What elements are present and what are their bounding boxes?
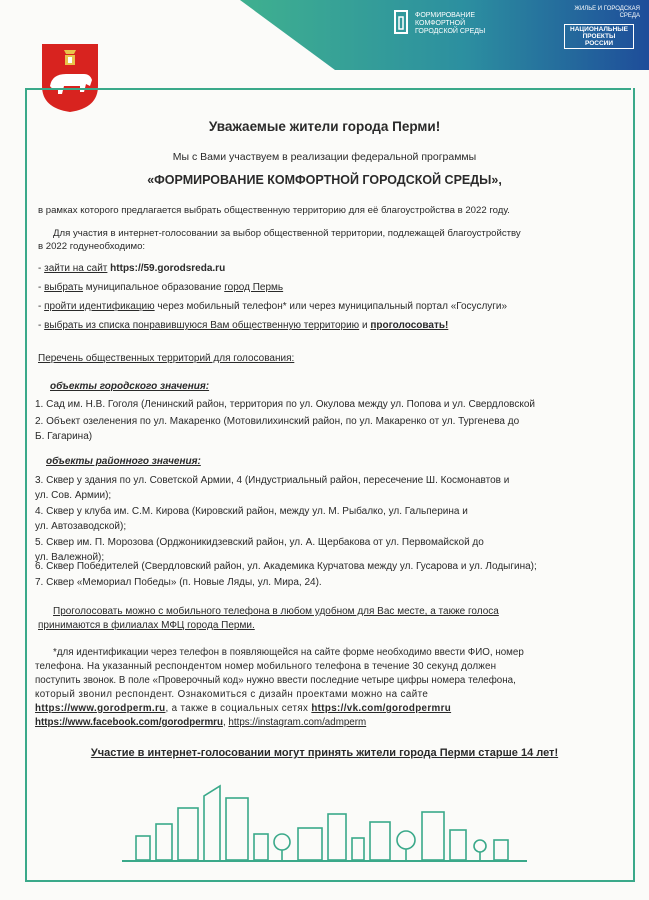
mfc-text-1: Проголосовать можно с мобильного телефона в любом удобном для Вас месте, а также голоса: [53, 606, 499, 617]
district-item: 7. Сквер «Мемориал Победы» (п. Новые Ляды, ул. Мира, 24).: [35, 577, 322, 588]
mfc-text-2: принимаются в филиалах МФЦ города Перми.: [38, 620, 255, 631]
step-label: пройти идентификацию: [44, 301, 155, 312]
links-separator: ,: [222, 717, 229, 728]
step-dash: -: [38, 301, 45, 312]
municipality-name: город Пермь: [224, 282, 284, 293]
note-line: *для идентификации через телефон в появляющейся на сайте форме необходимо ввести ФИО, номер: [53, 647, 524, 658]
links-line-2: [35, 717, 366, 729]
links-separator: , а также в социальных сетях: [165, 703, 312, 714]
city-item: Б. Гагарина): [35, 431, 93, 442]
scope-text: в рамках которого предлагается выбрать общественную территорию для её благоустройства в 2022 году.: [38, 205, 510, 216]
step-vote: [38, 320, 448, 332]
list-heading: Перечень общественных территорий для голосования:: [38, 353, 295, 364]
district-item: 5. Сквер им. П. Морозова (Орджоникидзевский район, ул. А. Щербакова от ул. Первомайской до: [35, 537, 484, 548]
logo-house-icon: [393, 8, 411, 36]
vk-link[interactable]: https://vk.com/gorodpermru: [311, 703, 452, 714]
step-choose-municipality: [38, 282, 283, 294]
step-label: выбрать: [44, 282, 84, 293]
district-item: ул. Валежной);: [35, 552, 105, 563]
district-objects-heading: объекты районного значения:: [46, 456, 201, 467]
page-title: Уважаемые жители города Перми!: [208, 119, 441, 134]
formirovanie-logo: [393, 8, 503, 44]
city-objects-heading: объекты городского значения:: [50, 381, 210, 392]
facebook-link[interactable]: https://www.facebook.com/gorodpermru: [35, 717, 223, 728]
city-item: 2. Объект озеленения по ул. Макаренко (Мотовилихинский район, по ул. Макаренко от ул. Тургенева до: [35, 416, 520, 427]
site-link[interactable]: https://59.gorodsreda.ru: [110, 263, 226, 274]
national-logo-top-text: ЖИЛЬЕ И ГОРОДСКАЯ СРЕДА: [574, 6, 640, 19]
step-text: через мобильный телефон* или через муниципальный портал «Госуслуги»: [154, 301, 508, 312]
gorodperm-link[interactable]: https://www.gorodperm.ru: [35, 703, 166, 714]
city-skyline-illustration: [122, 778, 527, 862]
links-line-1: [35, 703, 451, 715]
step-text: муниципальное образование: [83, 282, 225, 293]
footer-ground-line: [122, 860, 527, 862]
national-projects-logo: [560, 6, 642, 64]
instagram-link[interactable]: https://instagram.com/admperm: [228, 717, 367, 728]
participation-text-2: в 2022 годунеобходимо:: [38, 241, 146, 252]
national-logo-main-text: НАЦИОНАЛЬНЫЕ ПРОЕКТЫ РОССИИ: [564, 24, 634, 49]
district-item: ул. Автозаводской);: [35, 521, 127, 532]
note-line: поступить звонок. В поле «Проверочный код» нужно ввести последние четыре цифры номера телефона,: [35, 675, 516, 686]
note-line: который звонил респондент. Ознакомиться с дизайн проектами можно на сайте: [35, 689, 429, 700]
vote-emphasis: проголосовать!: [370, 320, 449, 331]
step-dash: -: [38, 263, 45, 274]
district-item: 4. Сквер у клуба им. С.М. Кирова (Кировский район, между ул. М. Рыбалко, ул. Гальперина и: [35, 506, 468, 517]
district-item: 6. Сквер Победителей (Свердловский район, ул. Академика Курчатова между ул. Гусарова и ул. Лодыгина);: [35, 561, 537, 572]
step-dash: -: [38, 282, 45, 293]
note-line: телефона. На указанный респондентом номер мобильного телефона в течение 30 секунд должен: [35, 661, 497, 672]
formirovanie-logo-text: ФОРМИРОВАНИЕ КОМФОРТНОЙ ГОРОДСКОЙ СРЕДЫ: [415, 12, 486, 35]
step-label: зайти на сайт: [44, 263, 108, 274]
participation-text-1: Для участия в интернет-голосовании за выбор общественной территории, подлежащей благоустройству: [53, 228, 521, 239]
step-visit-site: [38, 263, 225, 275]
district-item: 3. Сквер у здания по ул. Советской Армии, 4 (Индустриальный район, пересечение Ш. Космонавтов и: [35, 475, 510, 486]
step-label: выбрать из списка понравившуюся Вам общественную территорию: [44, 320, 360, 331]
district-item: ул. Сов. Армии);: [35, 490, 112, 501]
step-dash: -: [38, 320, 45, 331]
program-title: «ФОРМИРОВАНИЕ КОМФОРТНОЙ ГОРОДСКОЙ СРЕДЫ»,: [147, 173, 502, 187]
step-identify: [38, 301, 507, 313]
intro-text: Мы с Вами участвуем в реализации федеральной программы: [172, 151, 477, 163]
closing-text: Участие в интернет-голосовании могут принять жители города Перми старше 14 лет!: [90, 747, 559, 759]
step-text: и: [359, 320, 371, 331]
city-item: 1. Сад им. Н.В. Гоголя (Ленинский район, территория по ул. Окулова между ул. Попова и ул. Свердловской: [35, 399, 535, 410]
